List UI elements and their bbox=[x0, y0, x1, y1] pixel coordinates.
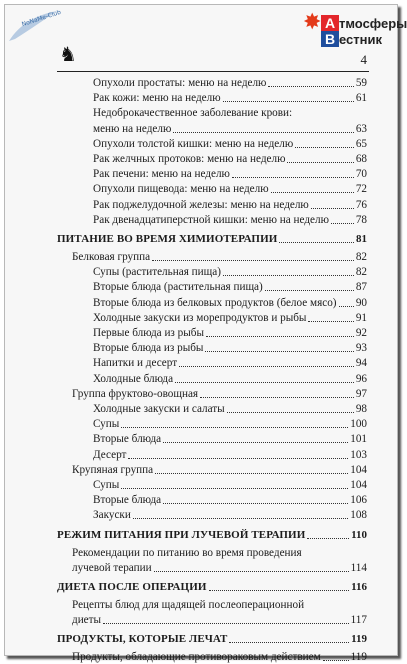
toc-entry-page: 101 bbox=[350, 433, 367, 446]
toc-entry-page: 96 bbox=[355, 372, 367, 385]
toc-entry-title: Рак печени: меню на неделю bbox=[93, 168, 230, 181]
toc-entry-page: 108 bbox=[350, 509, 367, 522]
dot-leader bbox=[232, 177, 354, 178]
dot-leader bbox=[323, 660, 349, 661]
toc-entry-page: 114 bbox=[350, 561, 367, 574]
toc-entry-page: 93 bbox=[355, 342, 367, 355]
logo-line2: естник bbox=[339, 32, 383, 47]
toc-entry-title: Вторые блюда из рыбы bbox=[93, 342, 204, 355]
toc-entry bbox=[93, 477, 367, 492]
toc-entry-title: Холодные блюда bbox=[93, 372, 174, 385]
toc-entry bbox=[93, 151, 367, 166]
toc-entry bbox=[93, 105, 367, 120]
toc-entry-title: ПРОДУКТЫ, КОТОРЫЕ ЛЕЧАТ bbox=[57, 633, 228, 646]
toc-entry bbox=[72, 545, 367, 560]
toc-entry-page: 106 bbox=[350, 494, 367, 507]
dot-leader bbox=[279, 242, 354, 243]
toc-entry-page: 94 bbox=[355, 357, 367, 370]
dot-leader bbox=[103, 623, 349, 624]
toc-entry bbox=[72, 612, 367, 627]
toc-entry bbox=[93, 295, 367, 310]
toc-entry-title: Вторые блюда (растительная пища) bbox=[93, 281, 263, 294]
toc-entry bbox=[93, 166, 367, 181]
toc-entry-title: Супы (растительная пища) bbox=[93, 266, 221, 279]
dot-leader bbox=[209, 590, 350, 591]
dot-leader bbox=[175, 382, 354, 383]
dot-leader bbox=[205, 351, 353, 352]
toc-entry bbox=[93, 279, 367, 294]
dot-leader bbox=[223, 101, 354, 102]
toc-entry bbox=[93, 371, 367, 386]
toc-entry-page: 72 bbox=[355, 183, 367, 196]
dot-leader bbox=[265, 290, 354, 291]
toc-entry-title: Рак кожи: меню на неделю bbox=[93, 92, 221, 105]
toc-entry-page: 97 bbox=[355, 387, 367, 400]
toc-entry-title: Опухоли толстой кишки: меню на неделю bbox=[93, 137, 294, 150]
toc-entry bbox=[72, 597, 367, 612]
toc-entry-page: 117 bbox=[350, 614, 367, 627]
toc-entry-title: Недоброкачественное заболевание крови: bbox=[93, 107, 293, 120]
toc-entry bbox=[93, 310, 367, 325]
toc-entry-page: 110 bbox=[351, 528, 367, 541]
dot-leader bbox=[121, 488, 348, 489]
toc-entry-page: 90 bbox=[355, 296, 367, 309]
dot-leader bbox=[223, 275, 354, 276]
dot-leader bbox=[229, 642, 349, 643]
toc-entry-title: меню на неделю bbox=[93, 122, 172, 135]
toc-entry-page: 116 bbox=[351, 581, 367, 593]
toc-entry-title: Опухоли пищевода: меню на неделю bbox=[93, 183, 269, 196]
dot-leader bbox=[152, 260, 354, 261]
logo-letter-a: А bbox=[321, 15, 339, 31]
toc-entry bbox=[93, 431, 367, 446]
toc-entry-page: 78 bbox=[355, 213, 367, 226]
toc-entry-title: Рак поджелудочной железы: меню на неделю bbox=[93, 198, 309, 211]
dot-leader bbox=[227, 412, 354, 413]
toc-entry bbox=[93, 121, 367, 136]
toc-entry bbox=[93, 197, 367, 212]
logo-letter-b: В bbox=[321, 31, 339, 47]
toc-section bbox=[57, 527, 367, 542]
toc-entry-title: Рецепты блюд для щадящей послеоперационной bbox=[72, 599, 305, 611]
toc-entry bbox=[72, 560, 367, 575]
dot-leader bbox=[308, 321, 353, 322]
toc-entry bbox=[72, 462, 367, 477]
toc-entry-title: Супы bbox=[93, 479, 120, 491]
dot-leader bbox=[287, 162, 353, 163]
chef-icon: ♞ bbox=[59, 44, 77, 66]
toc-entry-page: 91 bbox=[355, 311, 367, 324]
table-of-contents bbox=[5, 5, 397, 664]
toc-entry-page: 103 bbox=[350, 448, 367, 461]
toc-entry-title: Напитки и десерт bbox=[93, 357, 178, 370]
toc-entry-title: ДИЕТА ПОСЛЕ ОПЕРАЦИИ bbox=[57, 581, 207, 593]
star-icon: ✸ bbox=[303, 9, 322, 34]
toc-entry bbox=[93, 447, 367, 462]
toc-entry-title: Вторые блюда bbox=[93, 494, 162, 507]
toc-entry-page: 63 bbox=[355, 122, 367, 135]
toc-entry-page: 82 bbox=[355, 251, 367, 263]
toc-entry-title: Холодные закуски из морепродуктов и рыбы bbox=[93, 311, 307, 324]
toc-entry bbox=[93, 401, 367, 416]
toc-entry-title: лучевой терапии bbox=[72, 561, 152, 574]
toc-entry-page: 119 bbox=[351, 633, 367, 646]
toc-entry-page: 92 bbox=[355, 327, 367, 339]
toc-entry-page: 98 bbox=[355, 403, 367, 415]
toc-entry-title: Продукты, обладающие противораковым действием bbox=[72, 651, 321, 664]
dot-leader bbox=[128, 458, 348, 459]
toc-entry-title: Вторые блюда bbox=[93, 433, 162, 446]
dot-leader bbox=[271, 192, 354, 193]
toc-entry-title: Опухоли простаты: меню на неделю bbox=[93, 77, 267, 89]
page-number: 4 bbox=[360, 52, 367, 67]
toc-entry-title: РЕЖИМ ПИТАНИЯ ПРИ ЛУЧЕВОЙ ТЕРАПИИ bbox=[57, 528, 306, 541]
toc-entry bbox=[93, 507, 367, 522]
toc-entry-page: 100 bbox=[350, 418, 367, 431]
toc-entry-page: 76 bbox=[355, 198, 367, 211]
toc-section bbox=[57, 631, 367, 646]
dot-leader bbox=[331, 223, 354, 224]
toc-entry-page: 68 bbox=[355, 153, 367, 165]
toc-entry-page: 81 bbox=[356, 233, 367, 245]
watermark-text: NoNaMe-Club bbox=[20, 8, 62, 29]
toc-entry-page: 59 bbox=[355, 77, 367, 89]
toc-entry bbox=[93, 181, 367, 196]
toc-entry-page: 104 bbox=[350, 463, 367, 476]
toc-section bbox=[57, 579, 367, 594]
toc-entry-title: ПИТАНИЕ ВО ВРЕМЯ ХИМИОТЕРАПИИ bbox=[57, 233, 278, 245]
toc-entry-page: 70 bbox=[355, 168, 367, 181]
toc-entry bbox=[93, 492, 367, 507]
toc-entry-title: Белковая группа bbox=[72, 251, 151, 263]
toc-entry-page: 82 bbox=[355, 266, 367, 279]
toc-entry-title: Первые блюда из рыбы bbox=[93, 327, 204, 339]
dot-leader bbox=[307, 538, 349, 539]
toc-entry-title: Группа фруктово-овощная bbox=[72, 387, 199, 400]
toc-entry-title: Рак двенадцатиперстной кишки: меню на неделю bbox=[93, 213, 329, 226]
toc-entry bbox=[93, 136, 367, 151]
toc-entry bbox=[93, 416, 367, 431]
toc-entry-title: Рак желчных протоков: меню на неделю bbox=[93, 153, 286, 165]
toc-entry bbox=[72, 249, 367, 264]
dot-leader bbox=[155, 473, 348, 474]
toc-section bbox=[57, 231, 367, 246]
toc-entry-page: 65 bbox=[355, 137, 367, 150]
toc-entry bbox=[72, 386, 367, 401]
dot-leader bbox=[173, 132, 353, 133]
dot-leader bbox=[200, 397, 354, 398]
dot-leader bbox=[179, 366, 354, 367]
dot-leader bbox=[311, 208, 354, 209]
toc-entry-title: Десерт bbox=[93, 448, 127, 461]
toc-entry bbox=[93, 75, 367, 90]
toc-entry bbox=[72, 649, 367, 664]
toc-entry-title: Холодные закуски и салаты bbox=[93, 403, 225, 415]
dot-leader bbox=[154, 571, 349, 572]
dot-leader bbox=[163, 503, 348, 504]
toc-entry bbox=[93, 212, 367, 227]
dot-leader bbox=[295, 147, 354, 148]
toc-entry-page: 61 bbox=[355, 92, 367, 105]
toc-entry-title: Вторые блюда из белковых продуктов (белое мясо) bbox=[93, 296, 337, 309]
dot-leader bbox=[268, 86, 353, 87]
dot-leader bbox=[206, 336, 354, 337]
book-page bbox=[4, 4, 407, 664]
dot-leader bbox=[133, 518, 348, 519]
toc-entry bbox=[93, 325, 367, 340]
dot-leader bbox=[339, 306, 354, 307]
toc-entry bbox=[93, 355, 367, 370]
toc-entry-title: Рекомендации по питанию во время проведения bbox=[72, 546, 302, 559]
toc-entry-title: Супы bbox=[93, 418, 120, 431]
toc-entry-page: 87 bbox=[355, 281, 367, 294]
dot-leader bbox=[163, 442, 348, 443]
toc-entry-title: диеты bbox=[72, 614, 102, 627]
toc-entry-title: Закуски bbox=[93, 509, 131, 522]
toc-entry-page: 104 bbox=[350, 479, 367, 491]
toc-entry bbox=[93, 90, 367, 105]
toc-entry bbox=[93, 264, 367, 279]
dot-leader bbox=[121, 427, 348, 428]
toc-entry-page: 119 bbox=[350, 651, 367, 664]
toc-entry-title: Крупяная группа bbox=[72, 463, 154, 476]
toc-entry bbox=[93, 340, 367, 355]
logo-line1: тмосферы bbox=[339, 16, 407, 31]
